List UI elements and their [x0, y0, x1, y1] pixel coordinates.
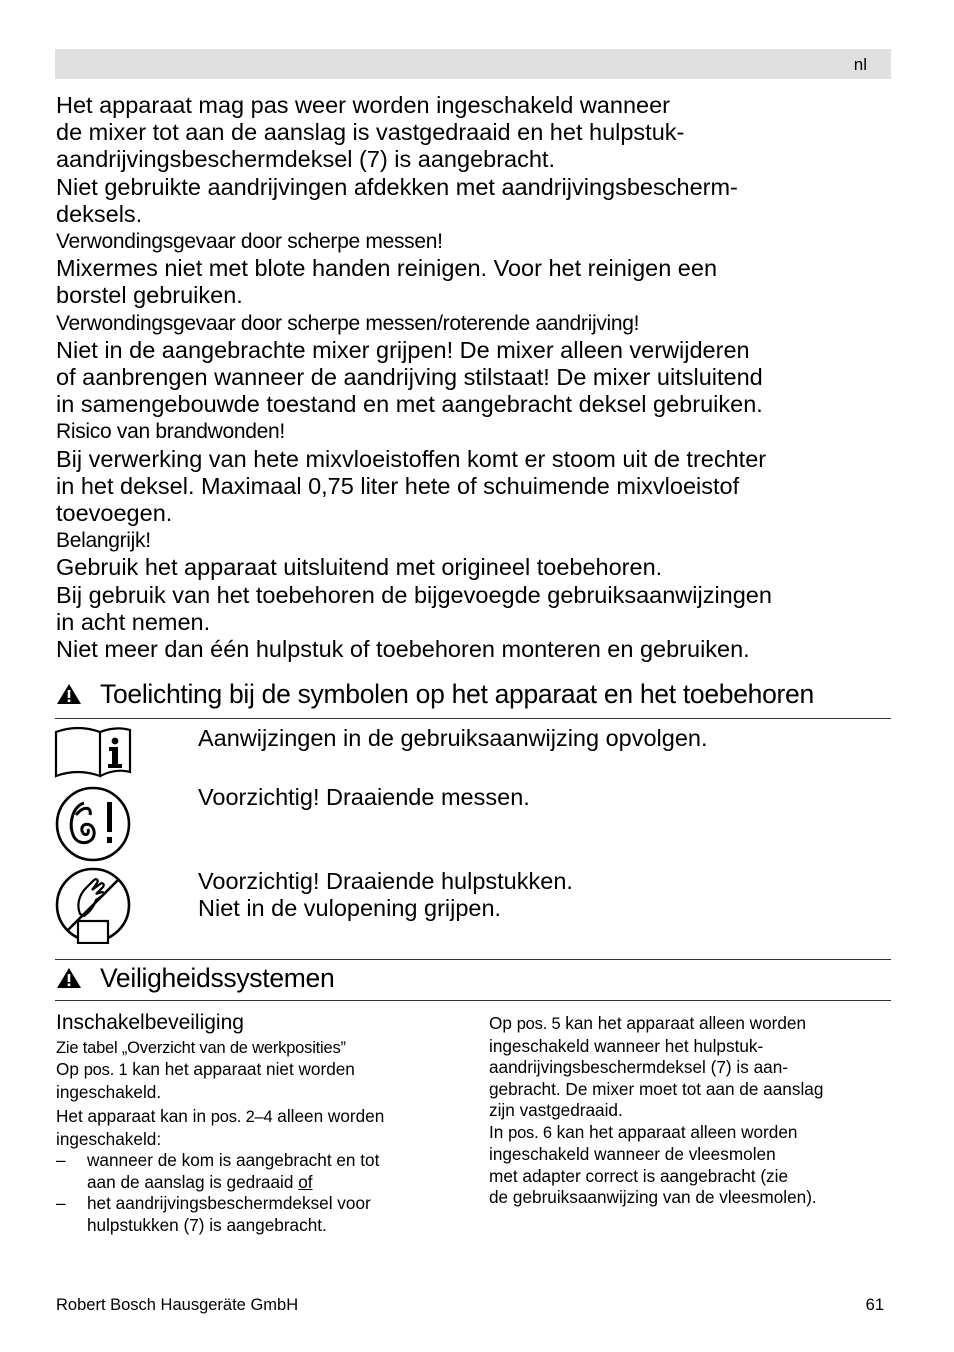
paragraph: Het apparaat kan in pos. 2–4 alleen worden	[56, 1106, 385, 1126]
divider	[55, 1000, 891, 1001]
paragraph: zijn vastgedraaid.	[489, 1100, 623, 1120]
paragraph: ingeschakeld wanneer de vleesmolen	[489, 1144, 776, 1164]
language-label: nl	[853, 55, 867, 74]
paragraph: ingeschakeld wanneer het hulpstuk-	[489, 1035, 764, 1056]
rotating-blade-icon	[54, 785, 132, 868]
paragraph: in het deksel. Maximaal 0,75 liter hete of schuimende mixvloeistof	[56, 472, 740, 499]
list-item: – het aandrijvingsbeschermdeksel voor hulpstukken (7) is aangebracht.	[56, 1193, 371, 1235]
paragraph: ingeschakeld.	[56, 1081, 162, 1102]
paragraph: in samengebouwde toestand en met aangebracht deksel gebruiken.	[56, 391, 763, 418]
paragraph: met adapter correct is aangebracht (zie	[489, 1165, 789, 1186]
manual-info-icon	[54, 726, 134, 783]
paragraph: aandrijvingsbeschermdeksel (7) is aan-	[489, 1057, 789, 1077]
table-reference: Zie tabel „Overzicht van de werkposities”	[56, 1038, 346, 1057]
symbol-description: Voorzichtig! Draaiende hulpstukken. Niet in de vulopening grijpen.	[198, 868, 573, 922]
paragraph: of aanbrengen wanneer de aandrijving stilstaat! De mixer uitsluitend	[56, 364, 763, 391]
language-bar	[55, 49, 891, 79]
divider	[55, 718, 891, 719]
subsection-heading: Inschakelbeveiliging	[56, 1011, 244, 1034]
paragraph: gebracht. De mixer moet tot aan de aanslag	[489, 1078, 824, 1099]
warning-heading: Verwondingsgevaar door scherpe messen!	[56, 230, 443, 254]
paragraph: borstel gebruiken.	[56, 282, 243, 309]
paragraph: Niet meer dan één hulpstuk of toebehoren monteren en gebruiken.	[56, 636, 750, 663]
paragraph: de mixer tot aan de aanslag is vastgedraaid en het hulpstuk-	[56, 119, 685, 146]
main-text	[56, 92, 896, 663]
footer-company: Robert Bosch Hausgeräte GmbH	[56, 1296, 299, 1314]
paragraph: Mixermes niet met blote handen reinigen. Voor het reinigen een	[56, 255, 718, 282]
right-column	[489, 1013, 894, 1209]
paragraph: Op pos. 1 kan het apparaat niet worden	[56, 1059, 355, 1079]
page-number: 61	[865, 1296, 884, 1314]
warning-triangle-icon	[56, 965, 86, 996]
warning-heading: Risico van brandwonden!	[56, 420, 285, 444]
no-hand-in-opening-icon	[54, 866, 132, 949]
divider	[55, 959, 891, 960]
left-column	[56, 1012, 461, 1236]
warning-heading: Belangrijk!	[56, 529, 151, 553]
paragraph: Het apparaat mag pas weer worden ingeschakeld wanneer	[56, 92, 670, 118]
paragraph: Op pos. 5 kan het apparaat alleen worden	[489, 1013, 807, 1033]
paragraph: deksels.	[56, 200, 143, 227]
paragraph: aandrijvingsbeschermdeksel (7) is aangebracht.	[56, 146, 555, 173]
paragraph: Niet in de aangebrachte mixer grijpen! De mixer alleen verwijderen	[56, 336, 750, 363]
paragraph: ingeschakeld:	[56, 1128, 162, 1149]
safety-section-title: Veiligheidssystemen	[56, 963, 891, 996]
list-item: – wanneer de kom is aangebracht en tot aan de aanslag is gedraaid of	[56, 1150, 380, 1192]
symbol-description: Voorzichtig! Draaiende messen.	[198, 784, 530, 810]
paragraph: toevoegen.	[56, 500, 173, 527]
paragraph: in acht nemen.	[56, 608, 211, 635]
warning-heading: Verwondingsgevaar door scherpe messen/roterende aandrijving!	[56, 311, 640, 335]
symbol-description: Aanwijzingen in de gebruiksaanwijzing opvolgen.	[198, 725, 708, 751]
symbols-section-title: Toelichting bij de symbolen op het apparaat en het toebehoren	[56, 679, 891, 712]
warning-triangle-icon	[56, 681, 86, 712]
paragraph: In pos. 6 kan het apparaat alleen worden	[489, 1121, 798, 1142]
paragraph: Gebruik het apparaat uitsluitend met origineel toebehoren.	[56, 554, 663, 581]
paragraph: de gebruiksaanwijzing van de vleesmolen).	[489, 1187, 817, 1207]
paragraph: Niet gebruikte aandrijvingen afdekken met aandrijvingsbescherm-	[56, 173, 738, 200]
paragraph: Bij verwerking van hete mixvloeistoffen komt er stoom uit de trechter	[56, 445, 767, 472]
paragraph: Bij gebruik van het toebehoren de bijgevoegde gebruiksaanwijzingen	[56, 581, 772, 608]
